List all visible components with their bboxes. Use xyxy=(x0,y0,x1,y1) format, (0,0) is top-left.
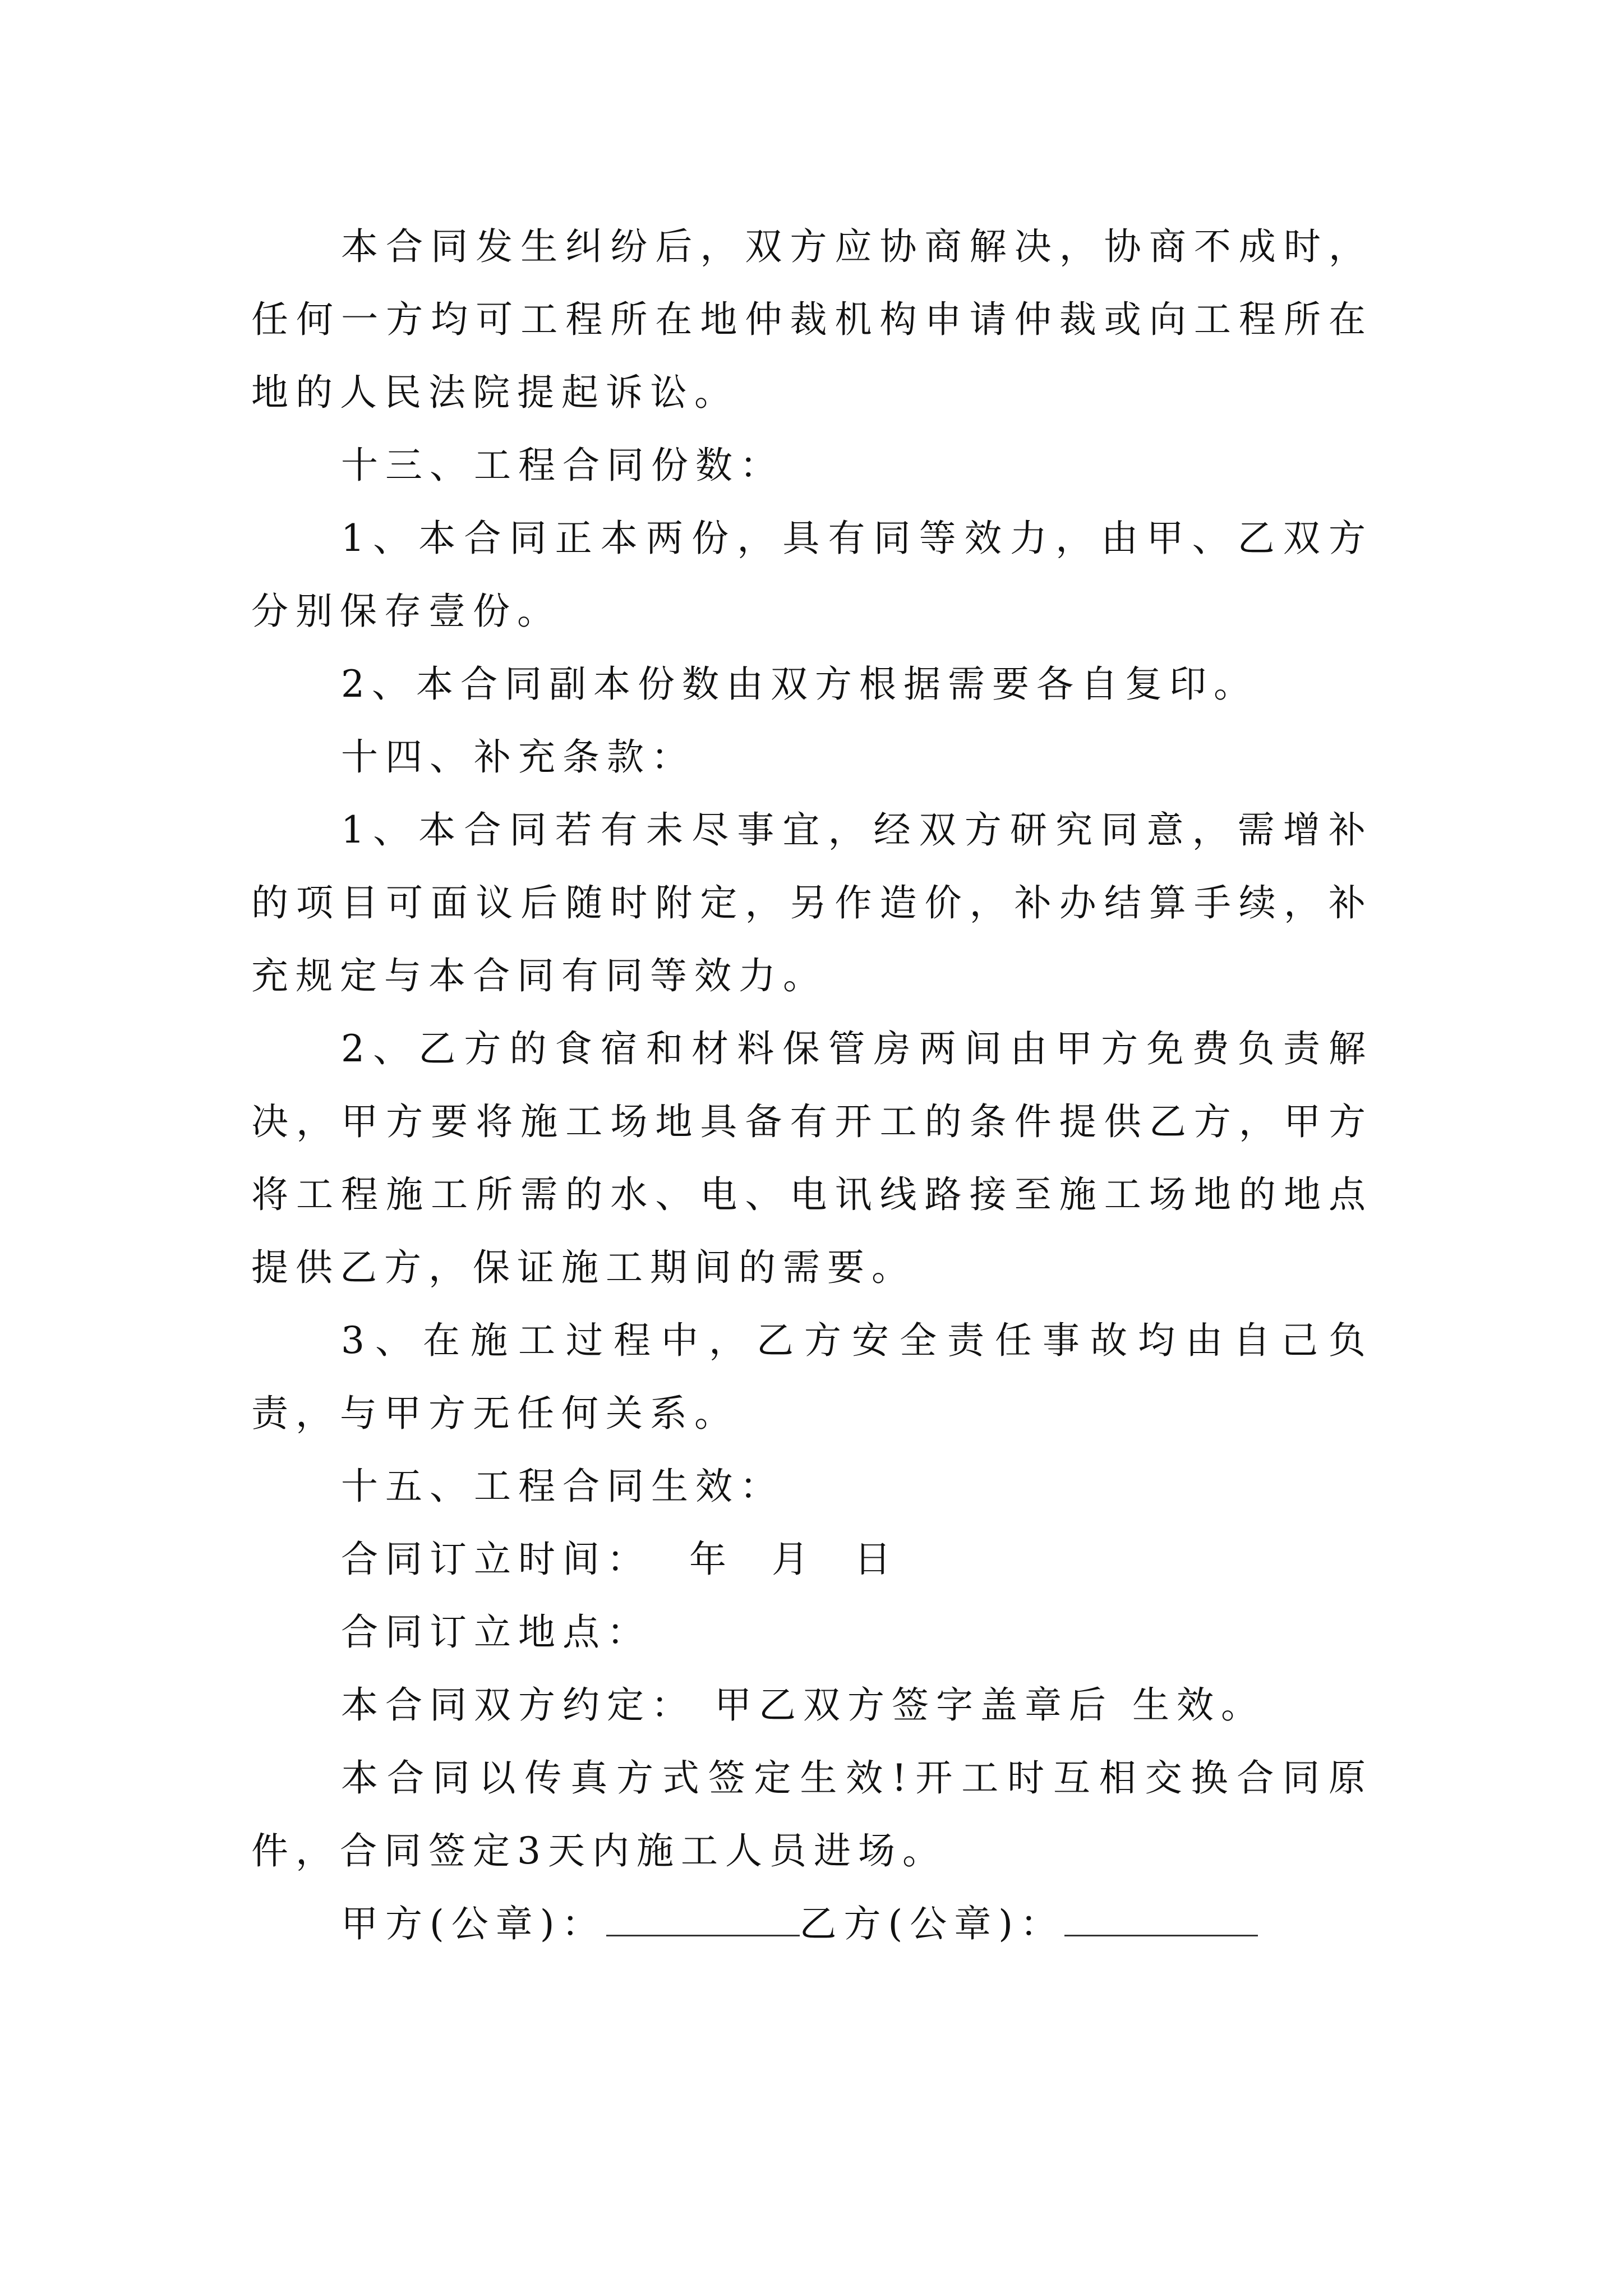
signing-place-line: 合同订立地点： xyxy=(341,1611,651,1654)
fax-signing-paragraph: 本合同以传真方式签定生效!开工时互相交换合同原件，合同签定3天内施工人员进场。 xyxy=(251,1756,1373,1872)
party-b-seal-label: 乙方(公章)： xyxy=(799,1902,1064,1945)
dispute-resolution-paragraph: 本合同发生纠纷后，双方应协商解决，协商不成时，任何一方均可工程所在地仲裁机构申请仲裁或向工程所在地的人民法院提起诉讼。 xyxy=(251,225,1373,414)
party-a-signature-blank xyxy=(606,1907,800,1936)
clause-13-2: 2、本合同副本份数由双方根据需要各自复印。 xyxy=(341,662,1258,706)
clause-14-2: 2、乙方的食宿和材料保管房两间由甲方免费负责解决，甲方要将施工场地具备有开工的条件提供乙方，甲方将工程施工所需的水、电、电讯线路接至施工场地的地点提供乙方，保证施工期间的需要。 xyxy=(251,1027,1373,1289)
effective-agreement-line: 本合同双方约定： 甲乙双方签字盖章后 生效。 xyxy=(341,1683,1265,1727)
clause-14-1: 1、本合同若有未尽事宜，经双方研究同意，需增补的项目可面议后随时附定，另作造价，补办结算手续，补充规定与本合同有同等效力。 xyxy=(251,808,1373,997)
party-a-seal-label: 甲方(公章)： xyxy=(341,1902,606,1945)
section-15-heading: 十五、工程合同生效： xyxy=(341,1465,784,1508)
signing-date-line: 合同订立时间： 年 月 日 xyxy=(341,1538,898,1581)
clause-14-3: 3、在施工过程中，乙方安全责任事故均由自己负责，与甲方无任何关系。 xyxy=(251,1319,1373,1435)
section-13-heading: 十三、工程合同份数： xyxy=(341,444,784,487)
contract-body xyxy=(251,210,1373,1961)
section-14-heading: 十四、补充条款： xyxy=(341,735,695,779)
clause-13-1: 1、本合同正本两份，具有同等效力，由甲、乙双方分别保存壹份。 xyxy=(251,517,1373,633)
party-b-signature-blank xyxy=(1064,1907,1258,1936)
signature-line xyxy=(251,1888,1373,1961)
